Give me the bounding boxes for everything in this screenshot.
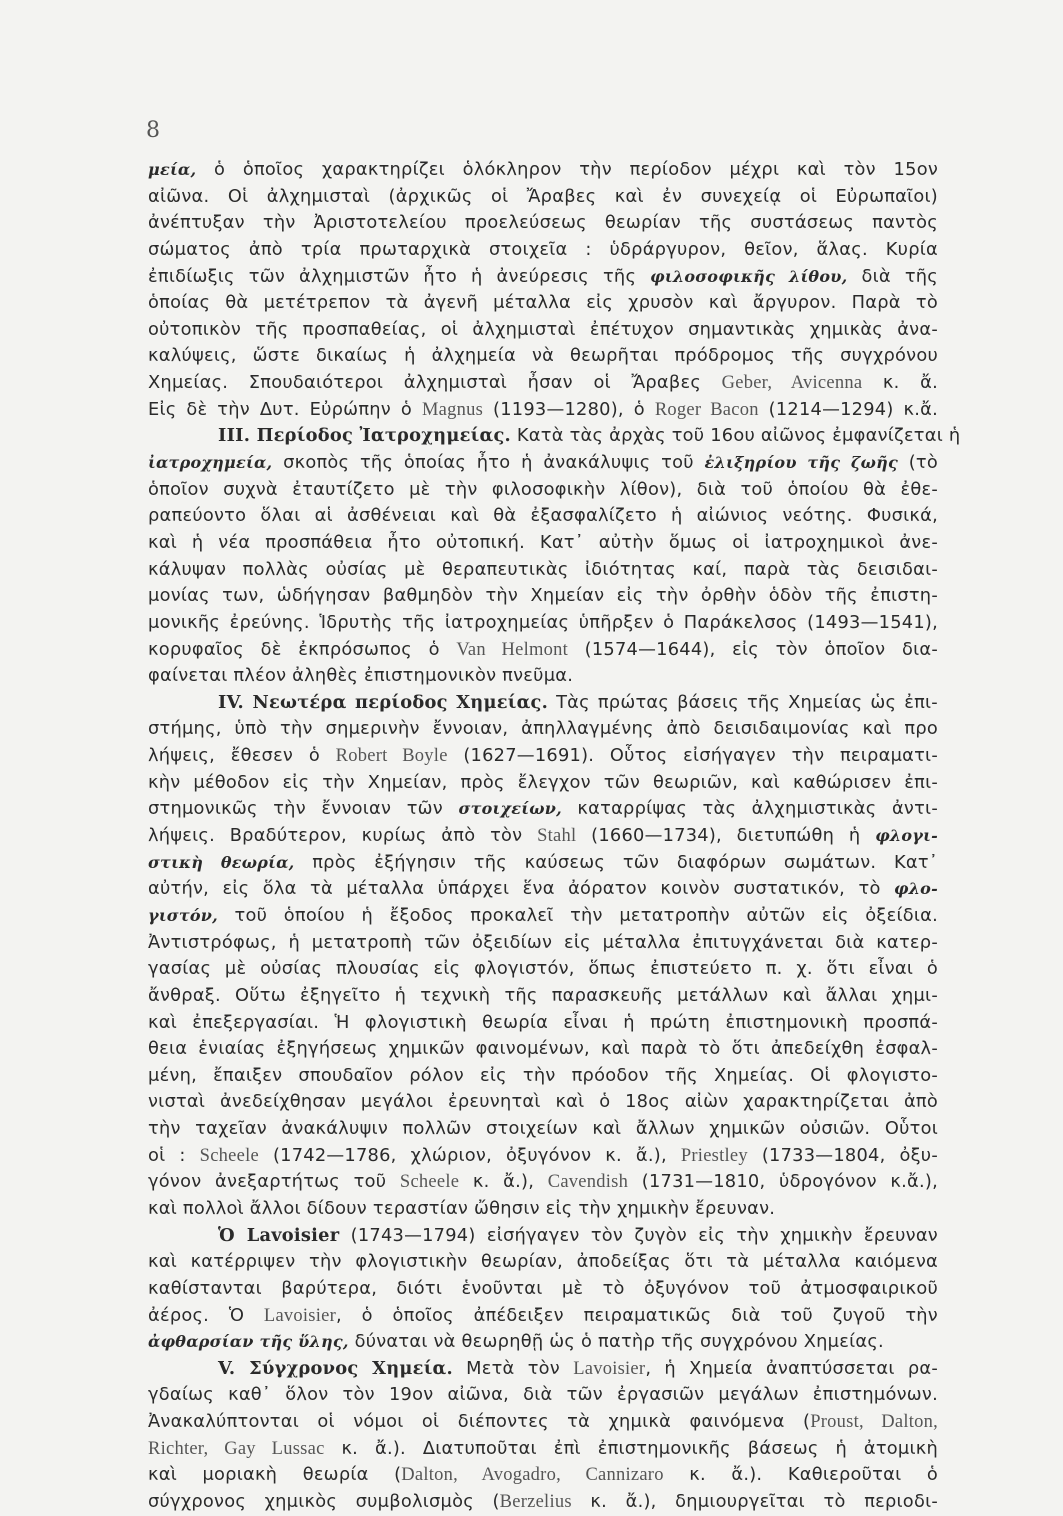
text-segment: Berzelius (499, 1492, 572, 1513)
text-segment: κ. ἄ.). Καθιεροῦται ὁ (663, 1464, 938, 1486)
text-line (148, 1356, 938, 1383)
text-segment: (1733—1804, ὀξυ- (747, 1144, 938, 1166)
text-segment: , ὁ ὁποῖος ἀπέδειξεν πειραματικῶς διὰ τοῦ ζυγοῦ τὴν (336, 1304, 938, 1326)
text-segment: κ. ἄ.), (459, 1171, 548, 1193)
text-line (148, 290, 938, 317)
text-segment: φλο- (893, 879, 938, 899)
text-segment: Ἀνακαλύπτονται οἱ νόμοι οἱ διέποντες τὰ χημικὰ φαινόμενα ( (148, 1411, 811, 1433)
text-segment: αἰῶνα. Οἱ ἀλχημισταὶ (ἀρχικῶς οἱ Ἄραβες καὶ ἐν συνεχείᾳ οἱ Εὐρωπαῖοι) (148, 185, 938, 207)
text-line (148, 956, 938, 983)
text-segment: (1743—1794) εἰσήγαγεν τὸν ζυγὸν εἰς τὴν χημικὴν ἔρευναν (339, 1224, 938, 1246)
text-segment: φαίνεται πλέον ἀληθὲς ἐπιστημονικὸν πνεῦμα. (148, 665, 574, 687)
text-segment: Lavoisier (573, 1358, 646, 1379)
text-line (148, 1249, 938, 1276)
text-segment: γδαίως καθ᾿ ὅλον τὸν 19ον αἰῶνα, διὰ τῶν ἐργασιῶν μεγάλων ἐπιστημόνων. (148, 1384, 938, 1406)
text-segment: V. Σύγχρονος Χημεία. (218, 1357, 453, 1379)
text-line (148, 637, 938, 664)
text-segment: καὶ κατέρριψεν τὴν φλογιστικὴν θεωρίαν, ἀποδείξας ὅτι τὰ μέταλλα καιόμενα (148, 1251, 938, 1273)
text-segment: Χημείας. Σπουδαιότεροι ἀλχημισταὶ ἦσαν οἱ Ἄραβες (148, 372, 722, 394)
text-segment: σύγχρονος χημικὸς συμβολισμὸς ( (148, 1491, 500, 1513)
text-segment: ἀέρος. Ὁ (148, 1304, 264, 1326)
text-segment: στοιχείων, (458, 799, 562, 819)
text-segment: κ. ἄ.). Διατυποῦται ἐπὶ ἐπιστημονικῆς βάσεως ἡ ἀτομικὴ (324, 1437, 938, 1459)
text-segment: ὁποίας θὰ μετέτρεπον τὰ ἀγενῆ μέταλλα εἰς χρυσὸν καὶ ἄργυρον. Παρὰ τὸ (148, 292, 938, 314)
text-segment: Van Helmont (456, 639, 568, 660)
text-segment: λήψεις, ἔθεσεν ὁ (148, 745, 336, 767)
text-segment: (1574—1644), εἰς τὸν ὁποῖον δια- (568, 638, 938, 660)
text-line (148, 876, 938, 903)
text-line (148, 1329, 938, 1356)
text-line (148, 1196, 938, 1223)
text-segment: καλύψεις, ὥστε δικαίως ἡ ἀλχημεία νὰ θεωρῆται πρόδρομος τῆς συγχρόνου (148, 345, 938, 367)
text-line (148, 903, 938, 930)
text-line (148, 264, 938, 291)
text-segment: θεια ἑνιαίας ἐξηγήσεως χημικῶν φαινομένων, καὶ παρὰ τὸ ὅτι ἀπεδείχθη ἐσφαλ- (148, 1038, 938, 1060)
text-segment: Κατὰ τὰς ἀρχὰς τοῦ 16ου αἰῶνος ἐμφανίζεται ἡ (510, 425, 961, 447)
text-line (148, 1489, 938, 1516)
text-segment: Scheele (199, 1145, 259, 1166)
text-segment: Geber, Avicenna (721, 373, 863, 394)
text-segment: IV. Νεωτέρα περίοδος Χημείας. (218, 691, 549, 713)
text-segment: φιλοσοφικῆς λίθου, (650, 266, 848, 286)
text-segment: στημονικῶς τὴν ἔννοιαν τῶν (148, 798, 459, 820)
text-line (148, 743, 938, 770)
text-line (148, 1063, 938, 1090)
text-segment: (1742—1786, χλώριον, ὀξυγόνον κ. ἄ.), (258, 1144, 681, 1166)
text-segment: μονίας των, ὡδήγησαν βαθμηδὸν τὴν Χημείαν εἰς τὴν ὀρθὴν ὁδὸν τῆς ἐπιστη- (148, 585, 938, 607)
text-line (148, 1223, 938, 1250)
text-segment: γασίας μὲ οὐσίας πλουσίας εἰς φλογιστόν, ὅπως ἐπιστεύετο π. χ. ὅτι εἶναι ὁ (148, 958, 938, 980)
text-line (148, 317, 938, 344)
text-line (148, 370, 938, 397)
text-segment: καὶ μοριακὴ θεωρία ( (148, 1464, 402, 1486)
text-line (148, 477, 938, 504)
text-segment: (τὸ (897, 452, 938, 474)
text-line (148, 450, 938, 477)
text-segment: Robert Boyle (335, 746, 448, 767)
text-segment: καταρρίψας τὰς ἀλχημιστικὰς ἀντι- (561, 798, 938, 820)
text-segment: τὴν ταχεῖαν ἀνακάλυψιν πολλῶν στοιχείων καὶ ἄλλων χημικῶν οὐσιῶν. Οὗτοι (148, 1118, 938, 1140)
text-segment: οἱ : (148, 1144, 200, 1166)
text-segment: ὁποῖον συχνὰ ἐταυτίζετο μὲ τὴν φιλοσοφικὴν λίθον), διὰ τοῦ ὁποίου θὰ ἐθε- (148, 478, 938, 500)
text-segment: Εἰς δὲ τὴν Δυτ. Εὐρώπην ὁ (148, 398, 422, 420)
text-segment: Scheele (399, 1172, 460, 1193)
text-segment: καὶ πολλοὶ ἄλλοι δίδουν τεραστίαν ὤθησιν εἰς τὴν χημικὴν ἔρευναν. (148, 1197, 776, 1219)
text-segment: Ὁ Lavoisier (218, 1224, 340, 1246)
text-line (148, 1462, 938, 1489)
text-segment: Roger Bacon (654, 399, 759, 420)
text-segment: (1627—1691). Οὗτος εἰσήγαγεν τὴν πειραματι- (447, 745, 938, 767)
text-segment: Proust, Dalton, (810, 1412, 938, 1433)
text-segment: κ. ἄ. (862, 372, 938, 394)
text-line (148, 610, 938, 637)
text-line (148, 343, 938, 370)
text-line (148, 850, 938, 877)
text-segment: μεία, (148, 160, 197, 179)
text-segment: γιστόν, (148, 905, 218, 925)
text-segment: μένη, ἔπαιξεν σπουδαῖον ρόλον εἰς τὴν πρόοδον τῆς Χημείας. Οἱ φλογιστο- (148, 1064, 938, 1086)
text-segment: , ἡ Χημεία ἀναπτύσσεται ρα- (645, 1357, 938, 1379)
text-segment: Magnus (421, 399, 484, 420)
text-segment: ἀνέπτυξαν τὴν Ἀριστοτελείου προελεύσεως θεωρίαν τῆς συστάσεως παντὸς (148, 212, 938, 234)
text-segment: Lavoisier (263, 1305, 337, 1326)
text-segment: διὰ τῆς (847, 265, 938, 287)
text-line (148, 1089, 938, 1116)
text-segment: ἐλιξηρίου τῆς ζωῆς (704, 453, 898, 473)
text-segment: ὁ ὁποῖος χαρακτηρίζει ὁλόκληρον τὴν περίοδον μέχρι καὶ τὸν 15ον (196, 159, 938, 180)
text-line (148, 930, 938, 957)
text-segment: Τὰς πρώτας βάσεις τῆς Χημείας ὡς ἐπι- (548, 691, 938, 713)
text-segment: Dalton, Avogadro, Cannizaro (401, 1465, 664, 1486)
text-segment: (1660—1734), διετυπώθη ἡ (576, 825, 876, 847)
text-segment: Μετὰ τὸν (452, 1357, 574, 1379)
text-line (148, 1036, 938, 1063)
text-line (148, 770, 938, 797)
text-segment: στικὴ θεωρία, (148, 852, 295, 872)
text-segment: νισταὶ ἀνεδείχθησαν μεγάλοι ἐρευνηταὶ καὶ ὁ 18ος αἰὼν χαρακτηρίζεται ἀπὸ (148, 1091, 938, 1113)
body-text (148, 157, 961, 1516)
text-line (148, 823, 938, 850)
text-segment: III. Περίοδος Ἰατροχημείας. (218, 425, 511, 447)
text-segment: καθίστανται βαρύτερα, διότι ἑνοῦνται μὲ τὸ ὀξυγόνον τοῦ ἀτμοσφαιρικοῦ (148, 1277, 938, 1299)
text-line (148, 210, 938, 237)
text-segment: μονικῆς ἐρεύνης. Ἱδρυτὴς τῆς ἰατροχημείας ὑπῆρξεν ὁ Παράκελσος (1493—1541), (148, 611, 938, 633)
text-segment: αὐτήν, εἰς ὅλα τὰ μέταλλα ὑπάρχει ἕνα ἀόρατον κοινὸν συστατικόν, τὸ (148, 878, 894, 900)
text-line (148, 157, 938, 184)
text-segment: κορυφαῖος δὲ ἐκπρόσωπος ὁ (148, 638, 457, 660)
text-segment: (1193—1280), ὁ (483, 398, 655, 420)
text-segment: σκοπὸς τῆς ὁποίας ἦτο ἡ ἀνακάλυψις τοῦ (272, 452, 705, 474)
text-segment: φλογι- (875, 826, 938, 846)
text-line (148, 1143, 938, 1170)
text-line (148, 1010, 938, 1037)
text-line (148, 1409, 938, 1436)
text-segment: σώματος ἀπὸ τρία πρωταρχικὰ στοιχεῖα : ὑδράργυρον, θεῖον, ἅλας. Κυρία (148, 238, 938, 260)
text-segment: στήμης, ὑπὸ τὴν σημερινὴν ἔννοιαν, ἀπηλλαγμένης ἀπὸ δεισιδαιμονίας καὶ προ (148, 718, 938, 740)
text-line (148, 1436, 938, 1463)
text-line (148, 237, 938, 264)
text-line (148, 690, 938, 717)
text-segment: Stahl (537, 826, 577, 847)
text-segment: Ἀντιστρόφως, ἡ μετατροπὴ τῶν ὀξειδίων εἰς μέταλλα ἐπιτυγχάνεται διὰ κατερ- (148, 931, 938, 953)
text-line (148, 1303, 938, 1330)
text-line (148, 583, 938, 610)
text-segment: κὴν μέθοδον εἰς τὴν Χημείαν, πρὸς ἔλεγχον τῶν θεωριῶν, καὶ καθώρισεν ἐπι- (148, 771, 938, 793)
text-segment: Richter, Gay Lussac (148, 1438, 325, 1459)
text-segment: ἐπιδίωξις τῶν ἀλχημιστῶν ἦτο ἡ ἀνεύρεσις τῆς (148, 265, 651, 287)
text-line (148, 557, 938, 584)
text-segment: (1214—1294) κ.ἄ. (758, 398, 938, 420)
text-segment: πρὸς ἐξήγησιν τῆς καύσεως τῶν διαφόρων σωμάτων. Κατ᾿ (294, 851, 938, 873)
text-segment: Cavendish (547, 1172, 629, 1193)
text-segment: ἀφθαρσίαν τῆς ὕλης, (148, 1332, 349, 1352)
text-segment: κάλυψαν πολλὰς οὐσίας μὲ θεραπευτικὰς ἰδιότητας καί, παρὰ τὰς δεισιδαι- (148, 558, 938, 580)
text-segment: δύναται νὰ θεωρηθῇ ὡς ὁ πατὴρ τῆς συγχρόνου Χημείας. (348, 1331, 884, 1353)
text-segment: ἰατροχημεία, (148, 453, 273, 473)
text-segment: κ. ἄ.), δημιουργεῖται τὸ περιοδι- (571, 1491, 939, 1513)
text-line (148, 1169, 938, 1196)
text-line (148, 1382, 938, 1409)
text-segment: Priestley (680, 1145, 748, 1166)
text-segment: γόνον ἀνεξαρτήτως τοῦ (148, 1171, 400, 1193)
text-line (148, 663, 938, 690)
text-line (148, 423, 961, 450)
text-segment: οὐτοπικὸν τῆς προσπαθείας, οἱ ἀλχημισταὶ ἐπέτυχον σημαντικὰς χημικὰς ἀνα- (148, 318, 938, 340)
text-line (148, 530, 938, 557)
text-segment: καὶ ἡ νέα προσπάθεια ἦτο οὐτοπική. Κατ᾿ αὐτὴν ὅμως οἱ ἰατροχημικοὶ ἀνε- (148, 531, 938, 553)
text-line (148, 184, 938, 211)
text-segment: (1731—1810, ὑδρογόνον κ.ἄ.), (628, 1171, 939, 1193)
page-number: 8 (146, 118, 160, 143)
text-segment: ἄνθραξ. Οὕτω ἐξηγεῖτο ἡ τεχνικὴ τῆς παρασκευῆς μετάλλων καὶ ἄλλαι χημι- (148, 984, 938, 1006)
text-line (148, 1276, 938, 1303)
text-segment: τοῦ ὁποίου ἡ ἔξοδος προκαλεῖ τὴν μετατροπὴν αὐτῶν εἰς ὀξείδια. (217, 904, 938, 926)
text-line (148, 983, 938, 1010)
text-line (148, 716, 938, 743)
text-line (148, 796, 938, 823)
text-line (148, 397, 938, 424)
text-line (148, 1116, 938, 1143)
text-line (148, 503, 938, 530)
text-segment: καὶ ἐπεξεργασίαι. Ἡ φλογιστικὴ θεωρία εἶναι ἡ πρώτη ἐπιστημονικὴ προσπά- (148, 1011, 938, 1033)
text-segment: λήψεις. Βραδύτερον, κυρίως ἀπὸ τὸν (148, 825, 538, 847)
text-segment: ραπεύοντο ὅλαι αἱ ἀσθένειαι καὶ θὰ ἐξασφαλίζετο ἡ αἰώνιος νεότης. Φυσικά, (148, 505, 938, 527)
